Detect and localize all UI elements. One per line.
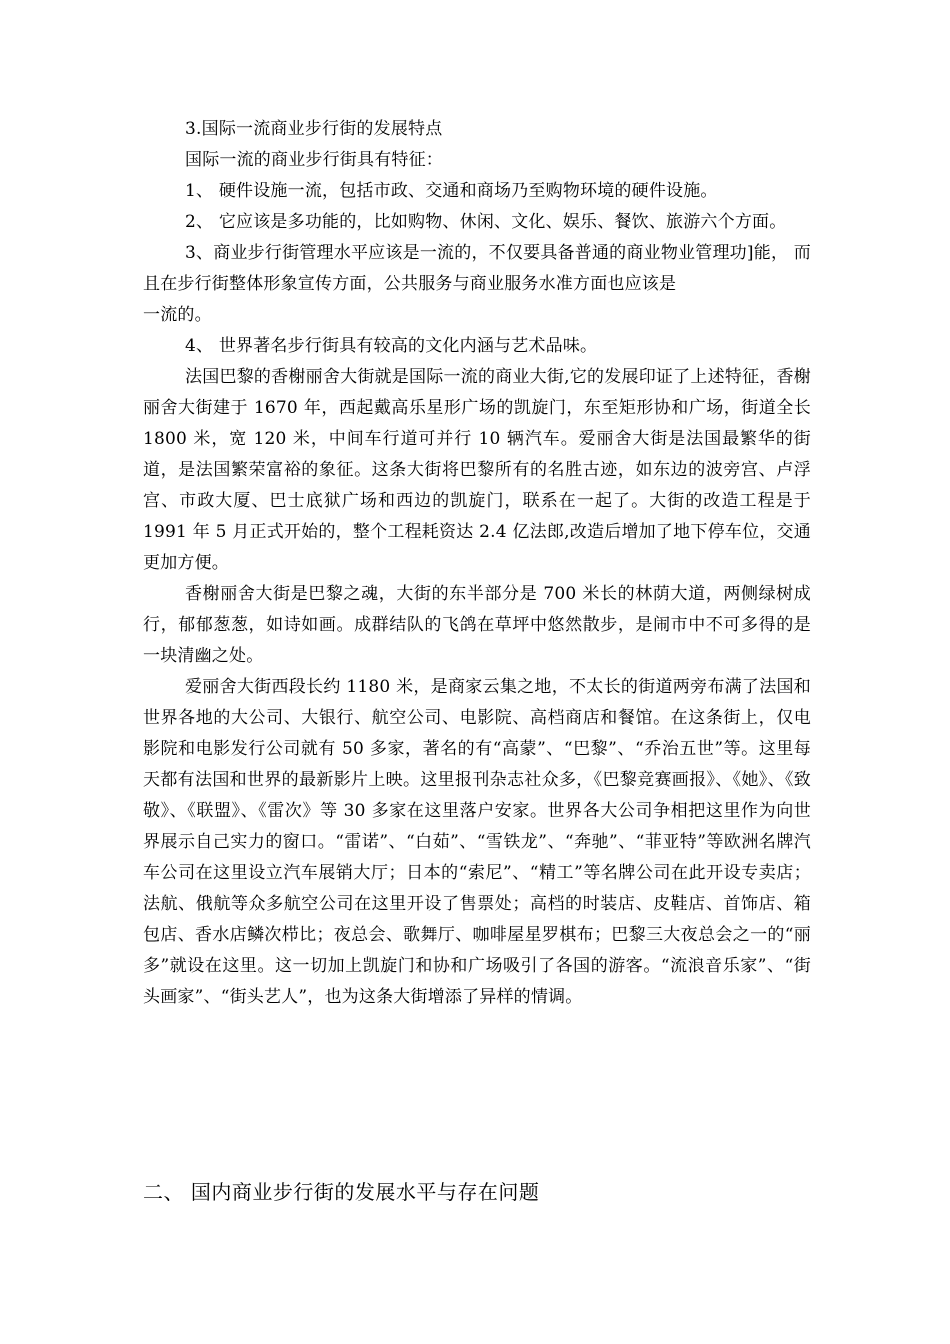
list-item-3-continuation: 一流的。	[143, 305, 212, 325]
paragraph-champs-elysees: 法国巴黎的香榭丽舍大街就是国际一流的商业大街,它的发展印证了上述特征，香榭丽舍大街建于 1670 年，西起戴高乐星形广场的凯旋门，东至矩形协和广场，街道全长 1800 米，宽 120 米，中间车行道可并行 10 辆汽车。爱丽舍大街是法国最繁华的街道，是法国繁荣富裕的象征。这条大街将巴黎所有的名胜古迹，如东边的波旁宫、卢浮宫、市政大厦、巴士底狱广场和西边的凯旋门，联系在一起了。大街的改造工程是于 1991 年 5 月正式开始的，整个工程耗资达 2.4 亿法郎,改造后增加了地下停车位，交通更加方便。	[143, 367, 811, 573]
section-heading: 二、 国内商业步行街的发展水平与存在问题	[143, 1180, 540, 1204]
paragraph-east-section: 香榭丽舍大街是巴黎之魂，大街的东半部分是 700 米长的林荫大道，两侧绿树成行，郁郁葱葱，如诗如画。成群结队的飞鸽在草坪中悠然散步，是闹市中不可多得的是一块清幽之处。	[143, 584, 811, 666]
body-text	[143, 114, 811, 1013]
list-item-4: 4、 世界著名步行街具有较高的文化内涵与艺术品味。	[185, 336, 598, 356]
list-item-3: 3、商业步行街管理水平应该是一流的，不仅要具备普通的商业物业管理功]能， 而且在步行街整体形象宣传方面，公共服务与商业服务水准方面也应该是	[143, 243, 811, 294]
paragraph-west-section: 爱丽舍大街西段长约 1180 米，是商家云集之地，不太长的街道两旁布满了法国和世界各地的大公司、大银行、航空公司、电影院、高档商店和餐馆。在这条街上，仅电影院和电影发行公司就有 50 多家，著名的有“高蒙”、“巴黎”、“乔治五世”等。这里每天都有法国和世界的最新影片上映。这里报刊杂志社众多，《巴黎竞赛画报》、《她》、《致敬》、《联盟》、《雷次》等 30 多家在这里落户安家。世界各大公司争相把这里作为向世界展示自己实力的窗口。“雷诺”、“白茹”、“雪铁龙”、“奔驰”、“菲亚特”等欧洲名牌汽车公司在这里设立汽车展销大厅；日本的“索尼”、“精工”等名牌公司在此开设专卖店；法航、俄航等众多航空公司在这里开设了售票处；高档的时装店、皮鞋店、首饰店、箱包店、香水店鳞次栉比；夜总会、歌舞厅、咖啡屋星罗棋布；巴黎三大夜总会之一的“丽多”就设在这里。这一切加上凯旋门和协和广场吸引了各国的游客。“流浪音乐家”、“街头画家”、“街头艺人”，也为这条大街增添了异样的情调。	[143, 677, 811, 1007]
subheading: 3.国际一流商业步行街的发展特点	[185, 119, 443, 139]
list-item-1: 1、 硬件设施一流，包括市政、交通和商场乃至购物环境的硬件设施。	[185, 181, 718, 201]
list-item-2: 2、 它应该是多功能的，比如购物、休闲、文化、娱乐、餐饮、旅游六个方面。	[185, 212, 787, 232]
intro-line: 国际一流的商业步行街具有特征：	[185, 150, 443, 170]
